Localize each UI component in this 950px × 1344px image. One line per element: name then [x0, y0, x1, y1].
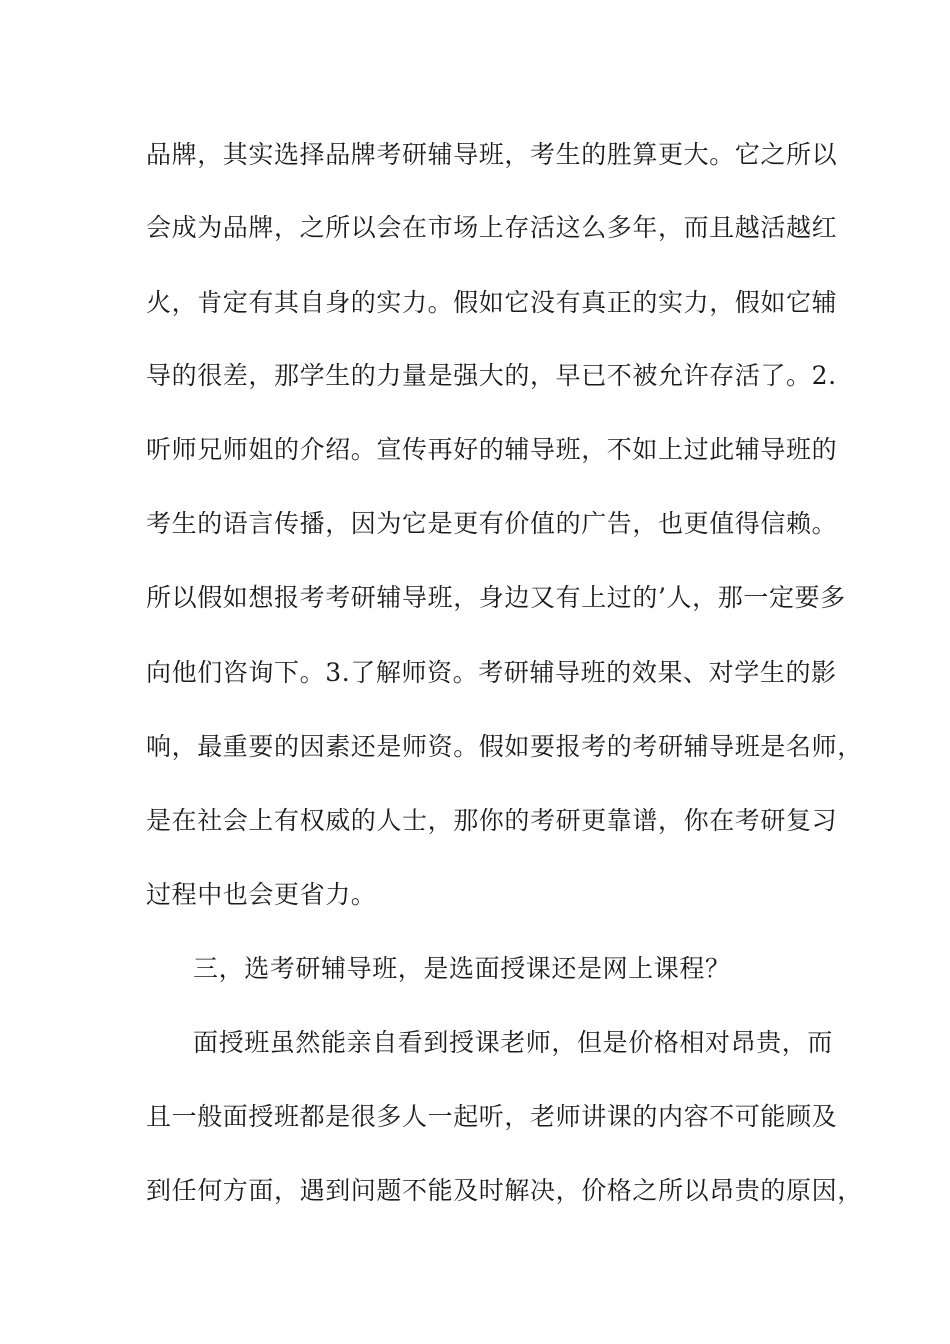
text-line: 所以假如想报考考研辅导班，身边又有上过的’人，那一定要多 [146, 583, 846, 612]
text-line: 响，最重要的因素还是师资。假如要报考的考研辅导班是名师， [146, 732, 863, 761]
text-line: 面授班虽然能亲自看到授课老师，但是价格相对昂贵，而 [193, 1028, 834, 1057]
text-line: 是在社会上有权威的人士，那你的考研更靠谱，你在考研复习 [146, 806, 838, 835]
text-line: 火，肯定有其自身的实力。假如它没有真正的实力，假如它辅 [146, 288, 838, 317]
text-line: 导的很差，那学生的力量是强大的，早已不被允许存活了。2. [146, 361, 837, 390]
text-line: 向他们咨询下。3.了解师资。考研辅导班的效果、对学生的影 [146, 658, 837, 687]
text-line: 且一般面授班都是很多人一起听，老师讲课的内容不可能顾及 [146, 1102, 838, 1131]
text-line: 到任何方面，遇到问题不能及时解决，价格之所以昂贵的原因， [146, 1176, 863, 1205]
text-line: 会成为品牌，之所以会在市场上存活这么多年，而且越活越红 [146, 213, 838, 242]
text-line: 过程中也会更省力。 [146, 880, 377, 909]
section-heading: 三，选考研辅导班，是选面授课还是网上课程？ [193, 954, 731, 983]
text-line: 听师兄师姐的介绍。宣传再好的辅导班，不如上过此辅导班的 [146, 435, 838, 464]
text-line: 考生的语言传播，因为它是更有价值的广告，也更值得信赖。 [146, 509, 838, 538]
text-line: 品牌，其实选择品牌考研辅导班，考生的胜算更大。它之所以 [146, 140, 838, 169]
